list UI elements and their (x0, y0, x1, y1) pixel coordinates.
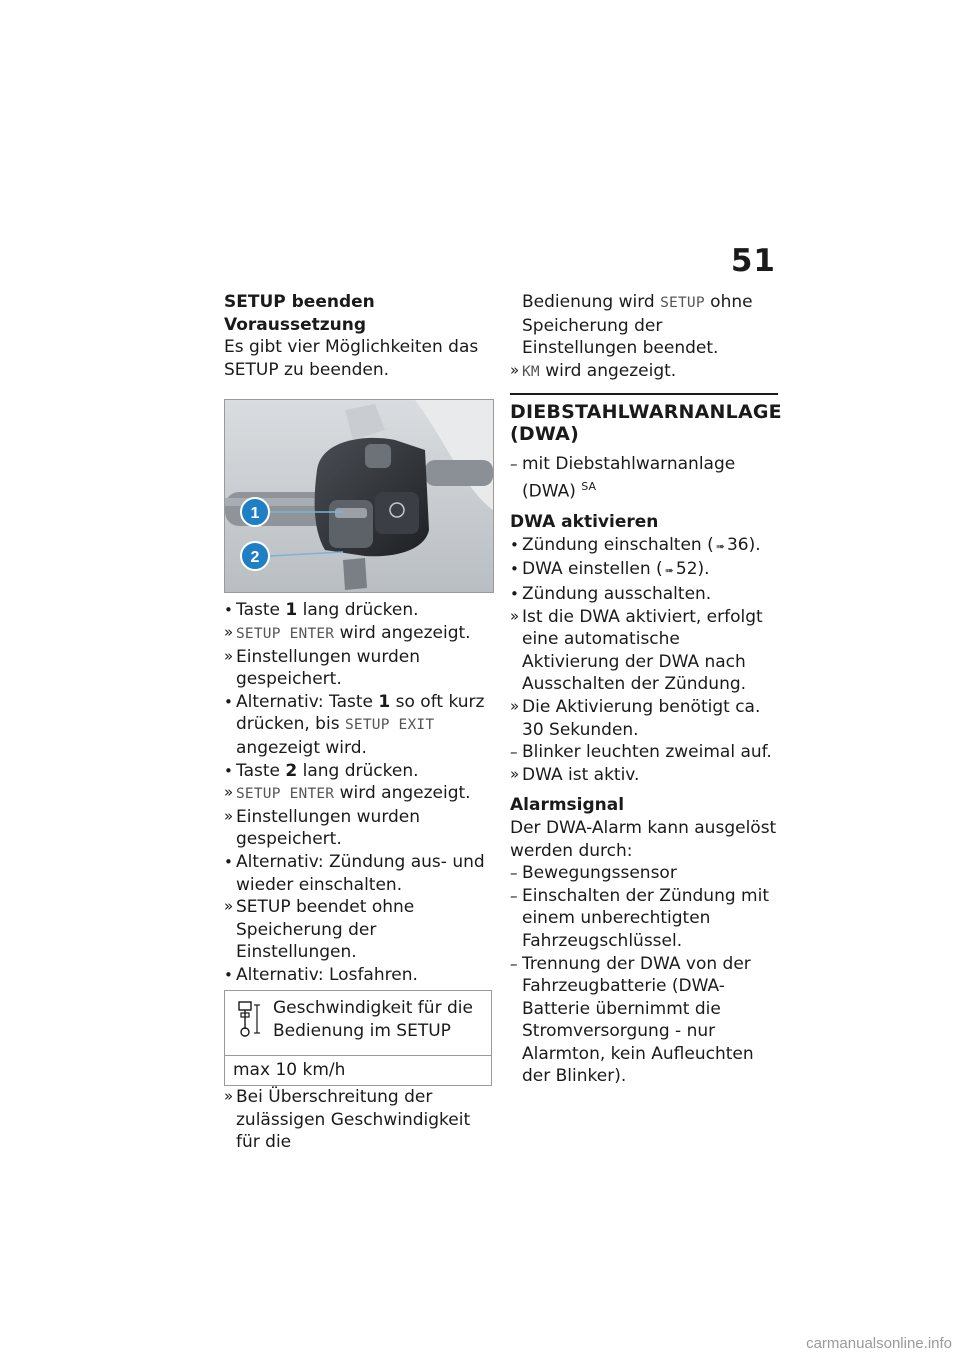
instruction-text: SETUP ENTER (236, 625, 335, 642)
dwa-step (510, 741, 778, 764)
bullet-marker: • (224, 601, 233, 620)
instruction-text: so oft kurz drücken, bis (236, 691, 485, 735)
dwa-step (510, 534, 778, 559)
instruction-text: angezeigt wird. (236, 737, 367, 758)
instruction-item (224, 782, 492, 806)
continuation-start: Bedienung wird (522, 292, 661, 312)
bullet-marker: • (224, 965, 233, 984)
result-marker: » (510, 764, 520, 783)
instruction-text: Bei Überschreitung der zulässigen Geschwindigkeit für die (236, 1087, 471, 1153)
continuation-end: ohne Speicherung der Einstellungen beendet. (522, 292, 753, 359)
km-text: wird angezeigt. (539, 360, 677, 381)
speed-gauge-icon (233, 997, 273, 1049)
dwa-step-text: Blinker leuchten zweimal auf. (522, 742, 772, 763)
alarm-intro: Der DWA-Alarm kann ausgelöst werden durch: (510, 817, 777, 861)
infobox-label: Geschwindigkeit für die Bedienung im SETUP (273, 998, 473, 1042)
alarm-heading: Alarmsignal (510, 795, 625, 816)
alarm-trigger-text: Einschalten der Zündung mit einem unberechtigten Fahrzeugschlüssel. (522, 885, 769, 951)
infobox-value: max 10 km/h (225, 1055, 491, 1085)
setup-exit-after-steps (224, 1086, 492, 1154)
callout-1-label: 1 (250, 505, 260, 523)
instruction-text: Taste (236, 760, 286, 781)
dwa-activate-steps (510, 534, 778, 787)
instruction-text: wird angezeigt. (334, 783, 471, 804)
alarm-trigger-item (510, 953, 778, 1089)
dash-marker: – (510, 886, 518, 905)
handlebar-switch-figure (224, 399, 494, 593)
dwa-activate-heading: DWA aktivieren (510, 512, 659, 533)
instruction-item (224, 896, 492, 964)
prerequisite-heading: Voraussetzung (224, 314, 367, 335)
dwa-step (510, 558, 778, 583)
page-reference-arrow-icon: ➠ (664, 564, 674, 578)
dwa-step (510, 606, 778, 696)
instruction-text: wird angezeigt. (334, 622, 471, 643)
speed-limit-infobox (224, 990, 492, 1086)
instruction-text: lang drücken. (297, 600, 419, 621)
alarm-trigger-list (510, 862, 778, 1088)
dwa-step (510, 764, 778, 787)
alarm-trigger-item (510, 885, 778, 953)
instruction-item (224, 760, 492, 783)
dwa-step-text-end: ). (697, 559, 710, 580)
result-marker: » (224, 646, 234, 665)
result-marker: » (224, 897, 234, 916)
bullet-marker: • (224, 761, 233, 780)
instruction-item (224, 599, 492, 622)
instruction-item (224, 1086, 492, 1154)
result-marker: » (224, 622, 234, 641)
dwa-step-text: Die Aktivierung benötigt ca. 30 Sekunden. (522, 696, 761, 740)
watermark-footer: carmanualsonline.info (806, 1335, 952, 1352)
dwa-section-title: DIEBSTAHLWARNANLAGE (DWA) (510, 393, 778, 445)
bullet-marker: • (510, 560, 519, 579)
continuation-text (510, 291, 778, 360)
result-marker: » (224, 806, 234, 825)
result-marker: » (224, 783, 234, 802)
dwa-step-text-end: ). (748, 534, 761, 555)
dwa-requirement (510, 453, 778, 503)
page-reference-link[interactable]: 36 (726, 534, 749, 555)
instruction-text: SETUP EXIT (344, 717, 435, 734)
km-mono: KM (522, 363, 540, 380)
dwa-step (510, 696, 778, 741)
instruction-text: SETUP ENTER (236, 786, 335, 803)
instruction-item (224, 806, 492, 851)
instruction-text: SETUP beendet ohne Speicherung der Einstellungen. (236, 897, 415, 963)
page-number: 51 (730, 243, 776, 279)
instruction-text: 2 (285, 760, 298, 781)
dwa-requirement-text: mit Diebstahlwarnanlage (DWA) (522, 454, 736, 502)
instruction-text: lang drücken. (297, 760, 419, 781)
dwa-step-text: Zündung ausschalten. (522, 584, 712, 604)
dwa-step-text: Zündung einschalten ( (522, 534, 714, 555)
instruction-text: Alternativ: Taste (236, 691, 379, 712)
instruction-text: Einstellungen wurden gespeichert. (236, 806, 421, 850)
setup-exit-steps (224, 599, 492, 986)
instruction-text: Taste (236, 600, 286, 621)
dash-marker: – (510, 455, 518, 474)
instruction-text: Einstellungen wurden gespeichert. (236, 646, 421, 690)
page-reference-link[interactable]: 52 (675, 559, 698, 580)
left-column (224, 291, 492, 1154)
instruction-item (224, 622, 492, 646)
bullet-marker: • (510, 535, 519, 554)
section-heading-setup-beenden: SETUP beenden (224, 292, 375, 312)
km-result (510, 360, 778, 384)
result-marker: » (510, 606, 520, 625)
continuation-mono: SETUP (660, 295, 705, 311)
instruction-text: Alternativ: Zündung aus- und wieder einschalten. (236, 851, 485, 895)
bullet-marker: • (224, 852, 233, 871)
result-marker: » (510, 696, 520, 715)
dwa-step (510, 583, 778, 606)
handlebar-illustration (225, 400, 493, 592)
sa-superscript: SA (581, 479, 596, 493)
instruction-text: 1 (378, 691, 391, 712)
result-marker: » (224, 1087, 234, 1106)
instruction-item (224, 964, 492, 987)
right-column (510, 291, 782, 1088)
result-marker-icon: » (510, 360, 520, 379)
alarm-trigger-item (510, 862, 778, 885)
instruction-text: 1 (285, 600, 298, 621)
dwa-step-text: DWA einstellen ( (522, 559, 663, 580)
alarm-trigger-text: Trennung der DWA von der Fahrzeugbatterie (DWA-Batterie übernimmt die Stromversorgung - nur Alarmton, kein Aufleuchten der Blinker). (522, 953, 754, 1087)
dwa-step-text: Ist die DWA aktiviert, erfolgt eine automatische Aktivierung der DWA nach Ausschalten der Zündung. (522, 606, 763, 695)
callout-2-label: 2 (250, 549, 260, 567)
dash-marker: – (510, 864, 518, 883)
page-reference-arrow-icon: ➠ (715, 539, 725, 553)
bullet-marker: • (224, 692, 233, 711)
dwa-step-text: DWA ist aktiv. (522, 764, 640, 785)
intro-text: Es gibt vier Möglichkeiten das SETUP zu beenden. (224, 337, 479, 380)
instruction-item (224, 691, 492, 760)
bullet-marker: • (510, 585, 519, 603)
alarm-trigger-text: Bewegungssensor (522, 863, 677, 884)
instruction-item (224, 851, 492, 896)
instruction-text: Alternativ: Losfahren. (236, 964, 418, 985)
instruction-item (224, 646, 492, 691)
dash-marker: – (510, 743, 518, 762)
dash-marker: – (510, 954, 518, 973)
